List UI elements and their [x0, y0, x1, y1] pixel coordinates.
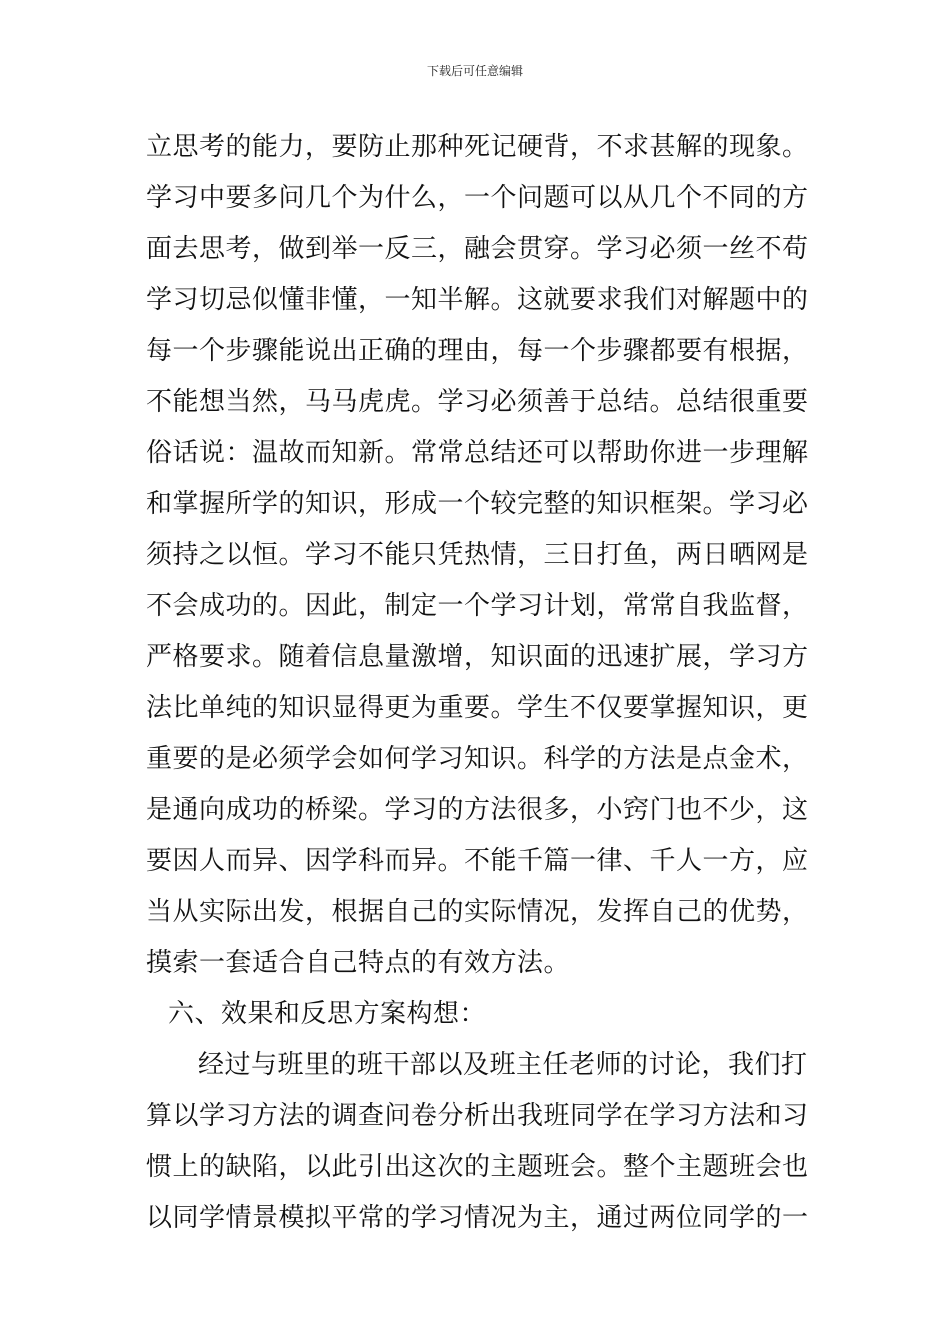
- body-line: 严格要求。随着信息量激增，知识面的迅速扩展，学习方: [146, 642, 809, 672]
- section-line: 惯上的缺陷，以此引出这次的主题班会。整个主题班会也: [146, 1152, 809, 1182]
- body-line: 是通向成功的桥梁。学习的方法很多，小窍门也不少，这: [146, 795, 809, 825]
- page-header: 下载后可任意编辑: [426, 64, 523, 78]
- section-heading: 六、效果和反思方案构想：: [168, 999, 487, 1029]
- section-line: 算以学习方法的调查问卷分析出我班同学在学习方法和习: [146, 1101, 809, 1131]
- body-line: 当从实际出发，根据自己的实际情况，发挥自己的优势，: [146, 897, 809, 927]
- document-body: [146, 122, 816, 1244]
- body-line: 法比单纯的知识显得更为重要。学生不仅要掌握知识，更: [146, 693, 809, 723]
- body-line: 重要的是必须学会如何学习知识。科学的方法是点金术，: [146, 744, 809, 774]
- section-line: 以同学情景模拟平常的学习情况为主，通过两位同学的一: [146, 1203, 809, 1233]
- body-line: 立思考的能力，要防止那种死记硬背，不求甚解的现象。: [146, 132, 809, 162]
- body-line: 摸索一套适合自己特点的有效方法。: [146, 948, 571, 978]
- body-line: 每一个步骤能说出正确的理由，每一个步骤都要有根据，: [146, 336, 809, 366]
- body-line: 学习切忌似懂非懂，一知半解。这就要求我们对解题中的: [146, 285, 809, 315]
- body-line: 俗话说：温故而知新。常常总结还可以帮助你进一步理解: [146, 438, 809, 468]
- body-line: 不会成功的。因此，制定一个学习计划，常常自我监督，: [146, 591, 809, 621]
- body-line: 须持之以恒。学习不能只凭热情，三日打鱼，两日晒网是: [146, 540, 809, 570]
- body-line: 学习中要多问几个为什么，一个问题可以从几个不同的方: [146, 183, 809, 213]
- body-line: 面去思考，做到举一反三，融会贯穿。学习必须一丝不苟: [146, 234, 809, 264]
- body-line: 不能想当然，马马虎虎。学习必须善于总结。总结很重要: [146, 387, 809, 417]
- body-line: 要因人而异、因学科而异。不能千篇一律、千人一方，应: [146, 846, 809, 876]
- body-line: 和掌握所学的知识，形成一个较完整的知识框架。学习必: [146, 489, 809, 519]
- section-line: 经过与班里的班干部以及班主任老师的讨论，我们打: [198, 1050, 808, 1080]
